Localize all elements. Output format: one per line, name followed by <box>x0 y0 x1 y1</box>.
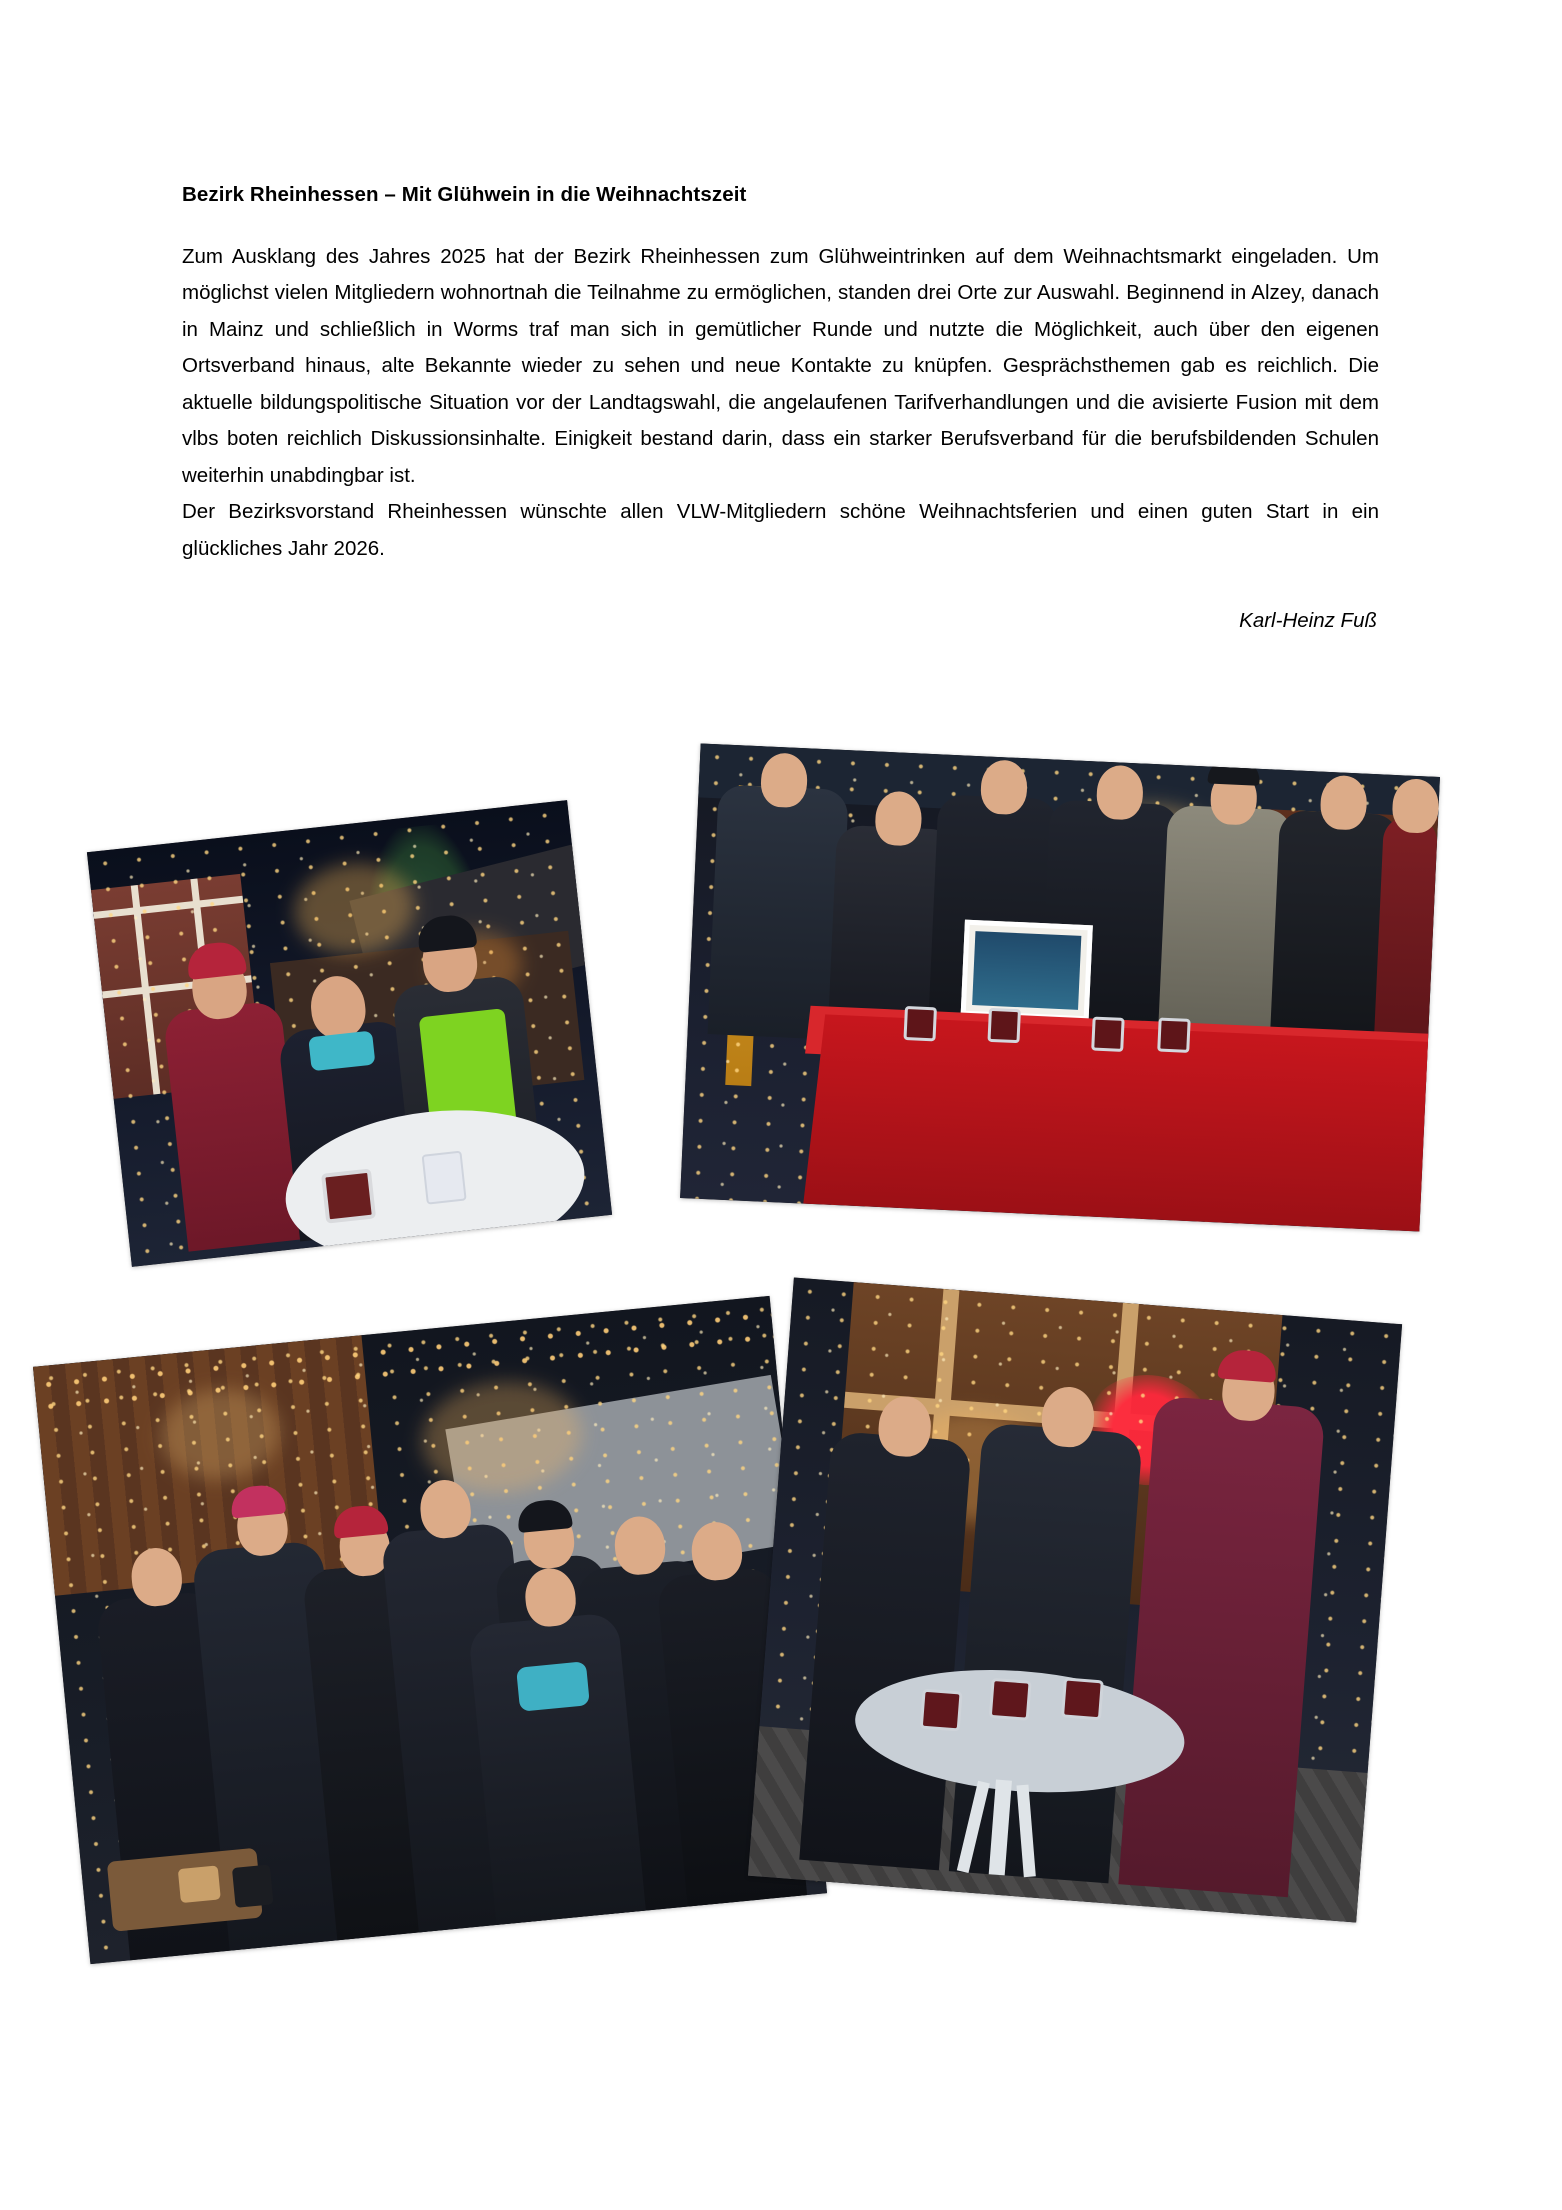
paragraph-closing: Der Bezirksvorstand Rheinhessen wünschte allen VLW-Mitgliedern schöne Weihnachtsferien und einen guten Start in ein glückliches Jahr 2026. <box>182 500 1379 560</box>
author-signature: Karl-Heinz Fuß <box>1239 609 1377 632</box>
article-content <box>182 182 1379 633</box>
paragraph-intro: Zum Ausklang des Jahres 2025 hat der Bezirk Rheinhessen zum Glühweintrinken auf dem Weihnachtsmarkt eingeladen. Um möglichst vielen Mitgliedern wohnortnah die Teilnahme zu ermöglichen, standen drei Orte zur Auswahl. Beginnend in Alzey, danach in Mainz und schließlich in Worms traf man sich in gemütlicher Runde und nutzte die Möglichkeit, auch über den eigenen Ortsverband hinaus, alte Bekannte wieder zu sehen und neue Kontakte zu knüpfen. Gesprächsthemen gab es reichlich. Die aktuelle bildungspolitische Situation vor der Landtagswahl, die angelaufenen Tarifverhandlungen und die avisierte Fusion mit dem vlbs boten reichlich Diskussionsinhalte. Einigkeit bestand darin, dass ein starker Berufsverband für die berufsbildenden Schulen weiterhin unabdingbar ist. <box>182 244 1379 487</box>
photo-gluehwein-table <box>748 1277 1402 1922</box>
page-title: Bezirk Rheinhessen – Mit Glühwein in die Weihnachtszeit <box>182 183 747 206</box>
photo-collage <box>0 740 1562 2140</box>
photo-mainz <box>680 743 1440 1231</box>
photo-worms <box>33 1296 827 1964</box>
photo-alzey <box>87 800 612 1267</box>
